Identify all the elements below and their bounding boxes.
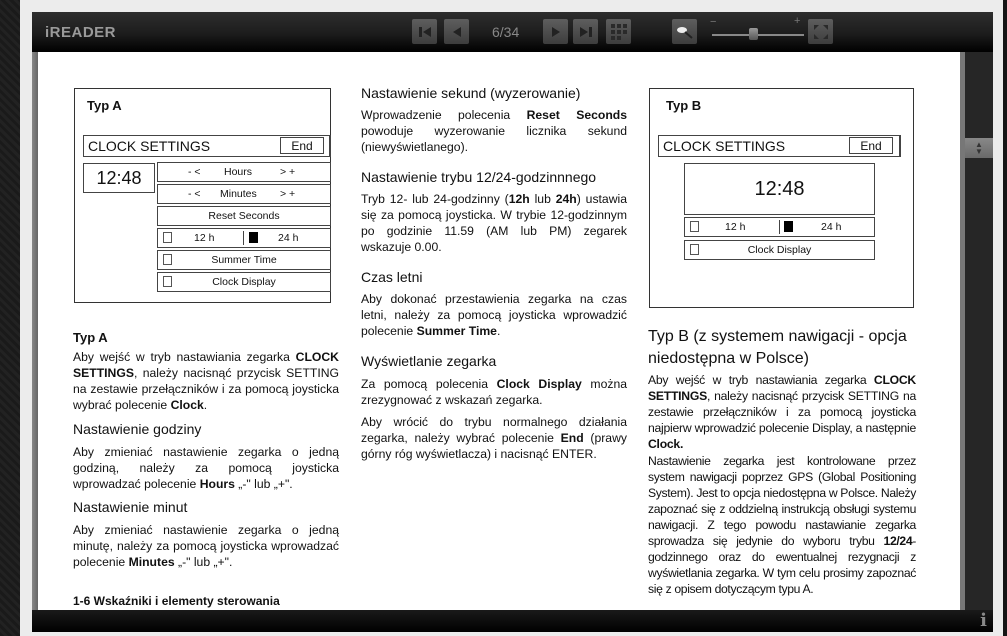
col1-heading-hours: Nastawienie godziny <box>73 421 202 437</box>
vertical-scrollbar[interactable] <box>965 52 993 610</box>
hours-label: Hours <box>224 166 253 178</box>
desktop-background <box>0 0 20 636</box>
figure-a-display-row <box>157 272 331 292</box>
col3-paragraph-2: Nastawienie zegarka jest kontrolowane przez system nawigacji poprzez GPS (Global Positioning System). Jest to opcja niedostępna w Polsce. Należy zapoznać się z oddzielną instrukcją obsługi systemu nawigacji. Z tego powodu nastawianie zegarka sprowadza się jedynie do wyboru trybu 12/24-godzinnego oraz do ewentualnej rezygnacji z wyświetlania zegarka. W tym celu prosimy zapoznać się z opisem dotyczącym typu A. <box>648 454 917 596</box>
toolbar <box>32 12 993 52</box>
col2-paragraph-4: Za pomocą polecenia Clock Display można zrezygnować z wskazań zegarka. <box>361 377 627 407</box>
col2-paragraph-2: Tryb 12- lub 24-godzinny (12h lub 24h) ustawia się za pomocą joysticka. W trybie 12-godzinnym po godzinie 11.59 (AM lub PM) zegarek wskazuje 0.00. <box>361 192 627 254</box>
hours-plus: > + <box>280 166 296 178</box>
next-page-button[interactable] <box>543 19 568 44</box>
label-12h: 12 h <box>194 232 215 244</box>
label-24h: 24 h <box>821 221 842 233</box>
last-page-icon <box>579 26 593 38</box>
figure-a-minutes-row <box>157 184 331 204</box>
next-page-icon <box>550 26 562 38</box>
info-icon[interactable]: i <box>980 610 987 631</box>
col2-paragraph-5: Aby wrócić do trybu normalnego działania zegarka, należy wybrać polecenie End (prawy górny róg wyświetlacza) i nacisnąć ENTER. <box>361 415 627 461</box>
reader-window <box>32 12 993 632</box>
figure-a-hours-row <box>157 162 331 182</box>
minutes-plus: > + <box>280 188 296 200</box>
figure-b-clock-settings-label: CLOCK SETTINGS <box>663 138 786 154</box>
previous-page-button[interactable] <box>444 19 469 44</box>
zoom-out-label: − <box>710 16 717 28</box>
document-page <box>38 52 965 610</box>
zoom-slider-handle[interactable] <box>749 28 758 40</box>
figure-type-b <box>649 88 914 308</box>
first-page-button[interactable] <box>412 19 437 44</box>
label-display: Clock Display <box>747 244 812 256</box>
figure-type-a <box>74 88 331 303</box>
last-page-button[interactable] <box>573 19 598 44</box>
label-12h: 12 h <box>725 221 746 233</box>
col3-paragraph-1: Aby wejść w tryb nastawiania zegarka CLOCK SETTINGS, należy nacisnąć przycisk SETTING na zestawie przełączników i za pomocą joysticka najpierw wprowadzić polecenie Display, a następnie Clock. <box>648 373 916 451</box>
thumbnail-grid-icon <box>611 24 627 40</box>
zoom-tool-button[interactable] <box>672 19 697 44</box>
figure-a-end-button: End <box>280 137 324 154</box>
col1-paragraph-3: Aby zmieniać nastawienie zegarka o jedną minutę, należy za pomocą joysticka wprowadzać polecenie Minutes „-" lub „+". <box>73 523 339 569</box>
hours-minus: - < <box>188 166 201 178</box>
label-display: Clock Display <box>212 276 276 288</box>
figure-b-12-24-row <box>684 217 875 237</box>
checkbox-summer <box>163 254 172 265</box>
checkbox-24h <box>784 221 793 232</box>
label-summer: Summer Time <box>211 254 277 266</box>
col2-paragraph-3: Aby dokonać przestawienia zegarka na czas letni, należy za pomocą joysticka wprowadzić polecenie Summer Time. <box>361 292 627 338</box>
col1-heading-minutes: Nastawienie minut <box>73 499 188 515</box>
figure-a-title: Typ A <box>87 98 122 113</box>
checkbox-display <box>163 276 172 287</box>
figure-b-display-row <box>684 240 875 260</box>
col2-heading-display: Wyświetlanie zegarka <box>361 353 497 369</box>
page-indicator: 6/34 <box>492 24 520 40</box>
col1-heading: Typ A <box>73 330 108 345</box>
minutes-minus: - < <box>188 188 201 200</box>
col2-paragraph-1: Wprowadzenie polecenia Reset Seconds powoduje wyzerowanie licznika sekund (niewyświetlanego). <box>361 108 627 154</box>
page-footer: 1-6 Wskaźniki i elementy sterowania <box>73 594 280 608</box>
scroll-arrows-icon: ▲ ▼ <box>975 140 983 156</box>
col1-paragraph-2: Aby zmieniać nastawienie zegarka o jedną godziną, należy za pomocą joysticka wprowadzać polecenie Hours „-" lub „+". <box>73 445 339 491</box>
checkbox-24h <box>249 232 258 243</box>
fullscreen-icon <box>813 24 829 40</box>
col2-heading-mode: Nastawienie trybu 12/24-godzinnnego <box>361 169 597 185</box>
app-logo: iREADER <box>45 24 117 41</box>
checkbox-12h <box>163 232 172 243</box>
figure-a-time-display: 12:48 <box>83 163 155 193</box>
figure-a-12-24-row <box>157 228 331 248</box>
magnifier-icon <box>676 24 694 40</box>
figure-b-title: Typ B <box>666 98 702 113</box>
figure-a-summer-row <box>157 250 331 270</box>
bottom-bar <box>32 610 993 632</box>
desktop-edge <box>1003 0 1007 636</box>
figure-b-time-display: 12:48 <box>684 163 875 215</box>
previous-page-icon <box>451 26 463 38</box>
figure-b-end-button: End <box>849 137 893 154</box>
thumbnails-button[interactable] <box>606 19 631 44</box>
col1-paragraph-1: Aby wejść w tryb nastawiania zegarka CLOCK SETTINGS, należy nacisnąć przycisk SETTING na zestawie przełączników i za pomocą joysticka wybrać polecenie Clock. <box>73 350 339 412</box>
label-24h: 24 h <box>278 232 299 244</box>
minutes-label: Minutes <box>220 188 257 200</box>
first-page-icon <box>418 26 432 38</box>
divider <box>779 220 780 234</box>
col2-heading-seconds: Nastawienie sekund (wyzerowanie) <box>361 85 581 101</box>
figure-a-clock-settings-label: CLOCK SETTINGS <box>88 138 211 154</box>
fullscreen-button[interactable] <box>808 19 833 44</box>
checkbox-display <box>690 244 699 255</box>
zoom-in-label: + <box>794 15 801 27</box>
figure-a-reset-row: Reset Seconds <box>157 206 331 226</box>
checkbox-12h <box>690 221 699 232</box>
col2-heading-summer: Czas letni <box>361 269 423 285</box>
col3-heading: Typ B (z systemem nawigacji - opcja niedostępna w Polsce) <box>648 328 907 367</box>
divider <box>243 231 244 245</box>
scrollbar-thumb[interactable] <box>965 138 993 158</box>
